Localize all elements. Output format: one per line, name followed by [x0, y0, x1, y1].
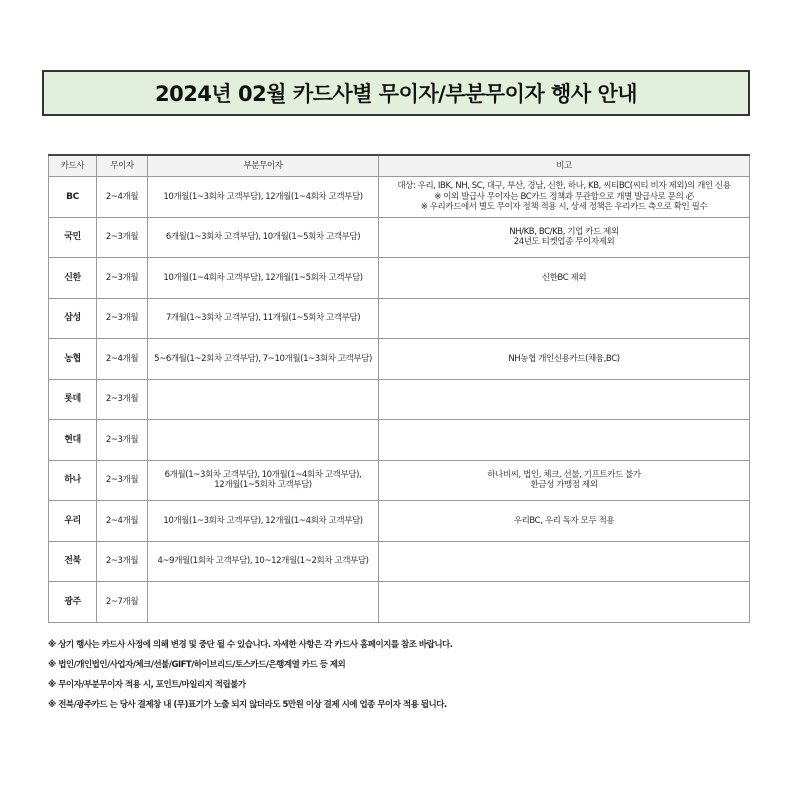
partial-installment-cell [148, 177, 379, 218]
header-partial-installment: 부분무이자 [148, 155, 379, 177]
remarks-line: NH/KB, BC/KB, 기업 카드 제외 [509, 226, 619, 237]
remarks-cell [379, 420, 750, 461]
card-company-cell: 광주 [49, 582, 97, 623]
table-row [49, 379, 750, 420]
partial-installment-line: 10개월(1~3회차 고객부담), 12개월(1~4회차 고객부담) [163, 191, 363, 202]
card-installment-table [48, 154, 750, 623]
partial-installment-line: 5~6개월(1~2회차 고객부담), 7~10개월(1~3회차 고객부담) [154, 353, 372, 364]
card-company-cell: 롯데 [49, 379, 97, 420]
partial-installment-line: 4~9개월(1회차 고객부담), 10~12개월(1~2회차 고객부담) [157, 556, 369, 566]
free-installment-cell: 2~7개월 [97, 582, 148, 623]
partial-installment-cell [148, 339, 379, 380]
table-row [49, 258, 750, 299]
footnote-line: ※ 상기 행사는 카드사 사정에 의해 변경 및 중단 될 수 있습니다. 자세한 사항은 각 카드사 홈페이지를 참조 바랍니다. [48, 640, 453, 650]
table-row [49, 177, 750, 218]
page-title: 2024년 02월 카드사별 무이자/부분무이자 행사 안내 [154, 82, 638, 106]
partial-installment-line: 7개월(1~3회차 고객부담), 11개월(1~5회차 고객부담) [165, 313, 361, 323]
remarks-line: 신한BC 제외 [541, 272, 587, 283]
card-company-cell: 하나 [49, 460, 97, 501]
remarks-cell [379, 177, 750, 218]
table-row [49, 582, 750, 623]
partial-installment-cell [148, 420, 379, 461]
partial-installment-cell [148, 217, 379, 258]
remarks-line: 하나비씨, 법인, 체크, 선불, 기프트카드 불가 [487, 469, 641, 480]
free-installment-cell: 2~4개월 [97, 501, 148, 542]
free-installment-cell: 2~3개월 [97, 258, 148, 299]
free-installment-cell: 2~4개월 [97, 177, 148, 218]
partial-installment-cell [148, 379, 379, 420]
card-company-cell: 국민 [49, 217, 97, 258]
card-company-cell: 농협 [49, 339, 97, 380]
header-card: 카드사 [49, 155, 97, 177]
partial-installment-cell [148, 501, 379, 542]
card-company-cell: 삼성 [49, 298, 97, 339]
footnote-line: ※ 전북/광주카드 는 당사 결제창 내 (무)표기가 노출 되지 않더라도 5만원 이상 결제 시에 업종 무이자 적용 됩니다. [48, 700, 447, 710]
free-installment-cell: 2~3개월 [97, 217, 148, 258]
card-company-cell: BC [49, 177, 97, 218]
header-remarks: 비고 [379, 155, 750, 177]
card-company-cell: 우리 [49, 501, 97, 542]
partial-installment-cell [148, 541, 379, 582]
free-installment-cell: 2~3개월 [97, 460, 148, 501]
card-company-cell: 신한 [49, 258, 97, 299]
footnotes [48, 638, 753, 718]
free-installment-cell: 2~3개월 [97, 298, 148, 339]
remarks-cell [379, 582, 750, 623]
remarks-cell [379, 541, 750, 582]
free-installment-cell: 2~3개월 [97, 420, 148, 461]
remarks-line: 대상: 우리, IBK, NH, SC, 대구, 부산, 경남, 신한, 하나, KB, 씨티BC(씨티 비자 제외)의 개인 신용 [397, 181, 731, 191]
partial-installment-line: 6개월(1~3회차 고객부담), 10개월(1~5회차 고객부담) [165, 232, 361, 242]
free-installment-cell: 2~3개월 [97, 541, 148, 582]
title-banner [42, 70, 750, 116]
footnote-line: ※ 법인/개인법인/사업자/체크/선불/GIFT/하이브리드/토스카드/은행계열 카드 등 제외 [48, 660, 346, 670]
partial-installment-cell [148, 298, 379, 339]
partial-installment-cell [148, 582, 379, 623]
remarks-cell [379, 258, 750, 299]
remarks-line: ※ 우리카드에서 별도 무이자 정책 적용 시, 상세 정책은 우리카드 측으로 확인 필수 [420, 202, 708, 212]
footnote-line: ※ 무이자/부분무이자 적용 시, 포인트/마일리지 적립불가 [48, 680, 246, 690]
free-installment-cell: 2~3개월 [97, 379, 148, 420]
table-row [49, 217, 750, 258]
table-row [49, 501, 750, 542]
table-body [49, 177, 750, 623]
partial-installment-line: 10개월(1~3회차 고객부담), 12개월(1~4회차 고객부담) [163, 515, 363, 526]
remarks-cell [379, 339, 750, 380]
remarks-cell [379, 379, 750, 420]
remarks-cell [379, 460, 750, 501]
remarks-line: 환금성 가맹점 제외 [530, 480, 598, 491]
remarks-line: ※ 이외 발급사 무이자는 BC카드 정책과 무관함으로 개별 발급사로 문의 必 [434, 191, 694, 202]
table-row [49, 420, 750, 461]
table-row [49, 460, 750, 501]
card-company-cell: 현대 [49, 420, 97, 461]
table-header-row [49, 155, 750, 177]
table-row [49, 298, 750, 339]
remarks-line: 24년도 티켓업종 무이자제외 [513, 237, 615, 248]
remarks-line: NH농협 개인신용카드(채움,BC) [508, 353, 620, 364]
table-row [49, 541, 750, 582]
remarks-cell [379, 298, 750, 339]
partial-installment-line: 6개월(1~3회차 고객부담), 10개월(1~4회차 고객부담), [164, 469, 362, 480]
card-company-cell: 전북 [49, 541, 97, 582]
partial-installment-cell [148, 460, 379, 501]
header-free-installment: 무이자 [97, 155, 148, 177]
remarks-line: 우리BC, 우리 독자 모두 적용 [513, 515, 615, 526]
remarks-cell [379, 217, 750, 258]
partial-installment-cell [148, 258, 379, 299]
partial-installment-line: 10개월(1~4회차 고객부담), 12개월(1~5회차 고객부담) [163, 272, 363, 283]
table-row [49, 339, 750, 380]
remarks-cell [379, 501, 750, 542]
partial-installment-line: 12개월(1~5회차 고객부담) [214, 480, 312, 491]
free-installment-cell: 2~4개월 [97, 339, 148, 380]
